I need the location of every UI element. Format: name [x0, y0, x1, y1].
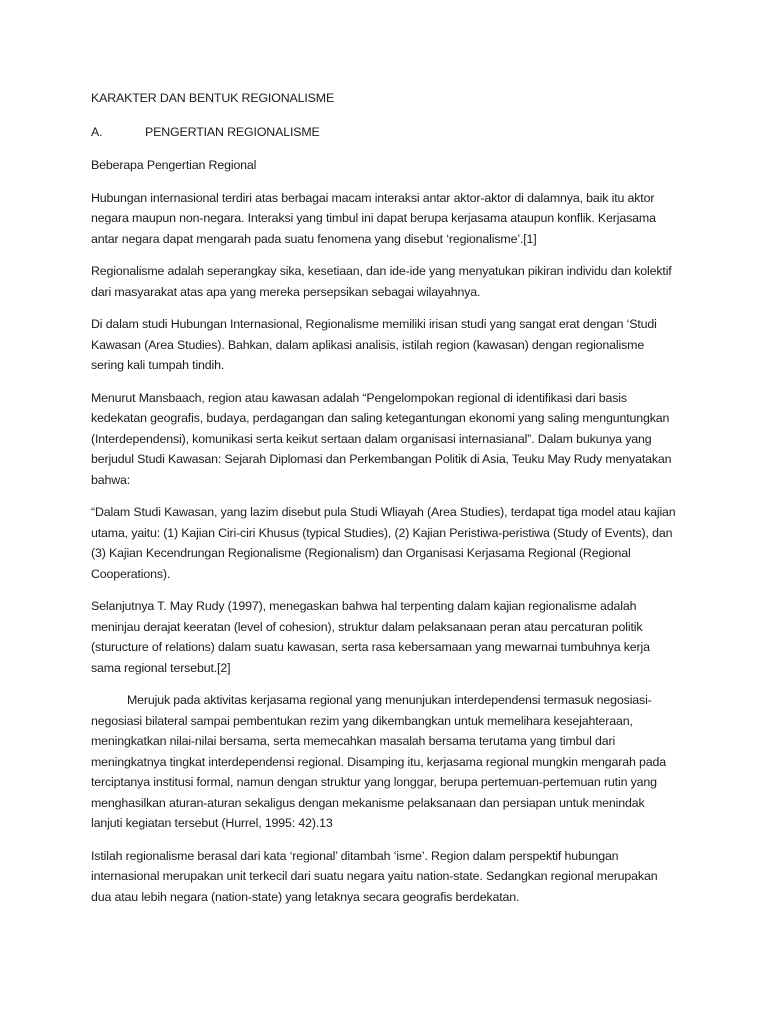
section-title: PENGERTIAN REGIONALISME: [145, 124, 320, 139]
quote-paragraph: “Dalam Studi Kawasan, yang lazim disebut pula Studi Wliayah (Area Studies), terdapat tiga model atau kajian utama, yaitu: (1) Kajian Ciri-ciri Khusus (typical Studies), (2) Kajian Peristiwa-peristiwa (Study of Events), dan (3) Kajian Kecendrungan Regionalisme (Regionalism) dan Organisasi Kerjasama Regional (Regional Cooperations).: [91, 505, 676, 581]
paragraph: Hubungan internasional terdiri atas berbagai macam interaksi antar aktor-aktor di dalamnya, baik itu aktor negara maupun non-negara. Interaksi yang timbul ini dapat berupa kerjasama ataupun konflik. Kerjasama antar negara dapat mengarah pada suatu fenomena yang disebut ‘regionalisme’.[1]: [91, 190, 656, 246]
paragraph: Menurut Mansbaach, region atau kawasan adalah “Pengelompokan regional di identifikasi dari basis kedekatan geografis, budaya, perdagangan dan saling ketegantungan ekonomi yang saling menguntungkan (Interdependensi), komunikasi serta keikut sertaan dalam organisasi internasianal”. Dalam bukunya yang berjudul Studi Kawasan: Sejarah Diplomasi dan Perkembangan Politik di Asia, Teuku May Rudy menyatakan bahwa:: [91, 390, 672, 487]
section-heading: [91, 122, 679, 143]
paragraph: Di dalam studi Hubungan Internasional, Regionalisme memiliki irisan studi yang sangat erat dengan ‘Studi Kawasan (Area Studies). Bahkan, dalam aplikasi analisis, istilah region (kawasan) dengan regionalisme sering kali tumpah tindih.: [91, 317, 657, 372]
paragraph: Istilah regionalisme berasal dari kata ‘regional’ ditambah ‘isme’. Region dalam perspektif hubungan internasional merupakan unit terkecil dari suatu negara yaitu nation-state. Sedangkan regional merupakan dua atau lebih negara (nation-state) yang letaknya secara geografis berdekatan.: [91, 848, 658, 904]
document-title: KARAKTER DAN BENTUK REGIONALISME: [91, 91, 335, 105]
document-page: [91, 88, 679, 919]
indented-paragraph: Merujuk pada aktivitas kerjasama regional yang menunjukan interdependensi termasuk negosiasi-negosiasi bilateral sampai pembentukan rezim yang dikembangkan untuk memelihara kesejahteraan, meningkatkan nilai-nilai bersama, serta memecahkan masalah bersama terutama yang timbul dari meningkatnya tingkat interdependensi regional. Disamping itu, kerjasama regional mungkin mengarah pada terciptanya institusi formal, namun dengan struktur yang longgar, berupa pertemuan-pertemuan rutin yang menghasilkan aturan-aturan sekaligus dengan mekanisme pelaksanaan dan persiapan untuk menindak lanjuti kegiatan tersebut (Hurrel, 1995: 42).13: [91, 693, 666, 830]
paragraph: Regionalisme adalah seperangkay sika, kesetiaan, dan ide-ide yang menyatukan pikiran individu dan kolektif dari masyarakat atas apa yang mereka persepsikan sebagai wilayahnya.: [91, 264, 672, 299]
section-number: A.: [91, 124, 103, 139]
subheading: Beberapa Pengertian Regional: [91, 158, 257, 172]
paragraph: Selanjutnya T. May Rudy (1997), menegaskan bahwa hal terpenting dalam kajian regionalisme adalah meninjau derajat keeratan (level of cohesion), struktur dalam pelaksanaan peran atau percaturan politik (sturucture of relations) dalam suatu kawasan, serta rasa kebersamaan yang mewarnai tumbuhnya kerja sama regional tersebut.[2]: [91, 599, 650, 675]
